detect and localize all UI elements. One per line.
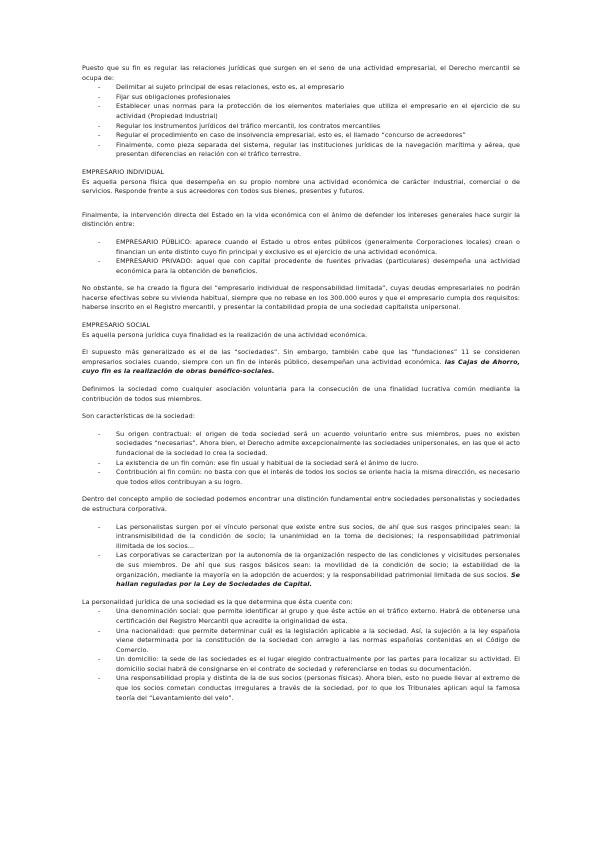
intro-list	[82, 83, 520, 160]
list-item: - Una nacionalidad: que permite determinar cuál es la legislación aplicable a la sociedad. Así, la sujeción a la ley española viene determinada por la constitución de la sociedad con arreglo a las normas españolas contenidas en el Código de Comercio.	[82, 627, 520, 656]
personality-intro: La personalidad jurídica de una sociedad es la que determina que ésta cuente con:	[82, 597, 353, 606]
list-item: - La existencia de un fin común: ese fin usual y habitual de la sociedad será el ánimo de lucro.	[82, 459, 520, 469]
list-item: - Fijar sus obligaciones profesionales	[82, 93, 520, 103]
heading-empresario-individual: EMPRESARIO INDIVIDUAL	[82, 167, 165, 176]
list-item: - Su origen contractual: el origen de toda sociedad será un acuerdo voluntario entre sus miembros, pues no existen sociedades “necesarias”. Ahora bien, el Derecho admite excepcionalmente las sociedades unipersonales, en las que el acto fundacional de la sociedad lo crea la sociedad.	[82, 430, 520, 459]
features-list	[82, 430, 520, 488]
list-item: - Regular los instrumentos jurídicos del tráfico mercantil, los contratos mercantiles	[82, 122, 520, 132]
limited-liability-paragraph: No obstante, se ha creado la figura del “empresario individual de responsabilidad limitada”, cuyas deudas empresariales no podrán hacerse efectivas sobre su vivienda habitual, siempre que no rebase en los 300.000 euros y que el empresario cumpla dos requisitos: haberse inscrito en el Registro mercantil, y presentar la contabilidad propia de una sociedad capitalista unipersonal.	[82, 284, 520, 312]
list-item: - Regular el procedimiento en caso de insolvencia empresarial, esto es, el llamado “concurso de acreedores”	[82, 131, 520, 141]
intro-paragraph: Puesto que su fin es regular las relaciones jurídicas que surgen en el seno de una actividad empresarial, el Derecho mercantil se ocupa de:	[82, 64, 520, 82]
social-definition: Es aquella persona jurídica cuya finalidad es la realización de una actividad económica.	[82, 330, 368, 339]
society-types-list	[82, 523, 520, 590]
list-item: - Un domicilio: la sede de las sociedades es el lugar elegido contractualmente por las partes para localizar su actividad. El domicilio social habrá de consignarse en el contrato de sociedad y referenciarse en todas su documentación.	[82, 655, 520, 674]
type-text: Las personalistas surgen por el vínculo personal que existe entre sus socios, de ahí que sus rasgos principales sean: la intransmisibilidad de la condición de socio; la unanimidad en la toma de decisiones; la responsabilidad patrimonial ilimitada de los socios…	[116, 522, 520, 550]
list-item	[82, 523, 520, 552]
list-item: - Contribución al fin común: no basta con que el interés de todos los socios se oriente hacia la misma dirección, es necesario que todos ellos contribuyan a su logro.	[82, 468, 520, 487]
list-item: - Finalmente, como pieza separada del sistema, regular las instituciones jurídicas de la navegación marítima y aérea, que presentan diferencias en relación con el tráfico terrestre.	[82, 141, 520, 160]
features-intro: Son características de la sociedad:	[82, 412, 195, 421]
list-item: - EMPRESARIO PRIVADO: aquel que con capital procedente de fuentes privadas (particulares) desempeña una actividad económica para la obtención de beneficios.	[82, 257, 520, 276]
general-case-text: El supuesto más generalizado es el de las “sociedades”. Sin embargo, también cabe que las “fundaciones” 11 se consideren empresarios sociales cuando, siempre con un fin de interés público, desempeñan una actividad económica.	[82, 348, 520, 366]
general-case-italic: las Cajas de Ahorro, cuyo fin es la realización de obras benéfico-sociales.	[82, 357, 520, 376]
list-item: - Una denominación social: que permite identificar al grupo y que éste actúe en el tráfico externo. Habrá de obtenerse una certificación del Registro Mercantil que acredite la originalidad de esta.	[82, 607, 520, 626]
heading-empresario-social: EMPRESARIO SOCIAL	[82, 321, 151, 330]
personality-list	[82, 607, 520, 703]
society-definition: Definimos la sociedad como cualquier asociación voluntaria para la consecución de una finalidad lucrativa común mediante la contribución de todos sus miembros.	[82, 385, 520, 403]
general-case-paragraph	[82, 348, 520, 377]
intervention-paragraph: Finalmente, la intervención directa del Estado en la vida económica con el ánimo de defender los intereses generales hace surgir la distinción entre:	[82, 210, 520, 229]
list-item: - Delimitar al sujeto principal de esas relaciones, esto es, al empresario	[82, 83, 520, 93]
concept-paragraph: Dentro del concepto amplio de sociedad podemos encontrar una distinción fundamental entre sociedades personalistas y sociedades de estructura corporativa.	[82, 495, 520, 513]
public-private-list	[82, 238, 520, 276]
list-item: - EMPRESARIO PÚBLICO: aparece cuando el Estado u otros entes públicos (generalmente Corporaciones locales) crean o financian un ente distinto cuyo fin principal y exclusivo es el ejercicio de una actividad económica.	[82, 238, 520, 257]
list-item: - Establecer unas normas para la protección de los elementos materiales que utiliza el empresario en el ejercicio de su actividad (Propiedad Industrial)	[82, 102, 520, 121]
type-text: Las corporativas se caracterizan por la autonomía de la organización respecto de las condiciones y vicisitudes personales de sus miembros. De ahí que sus rasgos básicos sean: la movilidad de la condición de socio; la estabilidad de la organización, mediante la mayoría en la adopción de acuerdos; y la responsabilidad patrimonial limitada de sus socios.	[116, 551, 520, 579]
list-item	[82, 551, 520, 589]
type-italic: Se hallan reguladas por la Ley de Sociedades de Capital.	[116, 570, 520, 589]
individual-definition: Es aquella persona física que desempeña en su propio nombre una actividad económica de carácter industrial, comercial o de servicios. Responde frente a sus acreedores con todos sus bienes, presentes y futuros.	[82, 177, 520, 196]
list-item: - Una responsabilidad propia y distinta de la de sus socios (personas físicas). Ahora bien, esto no puede llevar al extremo de que los socios cometan conductas irregulares a través de la sociedad, por lo que los Tribunales aplican aquí la famosa teoría del “Levantamiento del velo”.	[82, 674, 520, 703]
